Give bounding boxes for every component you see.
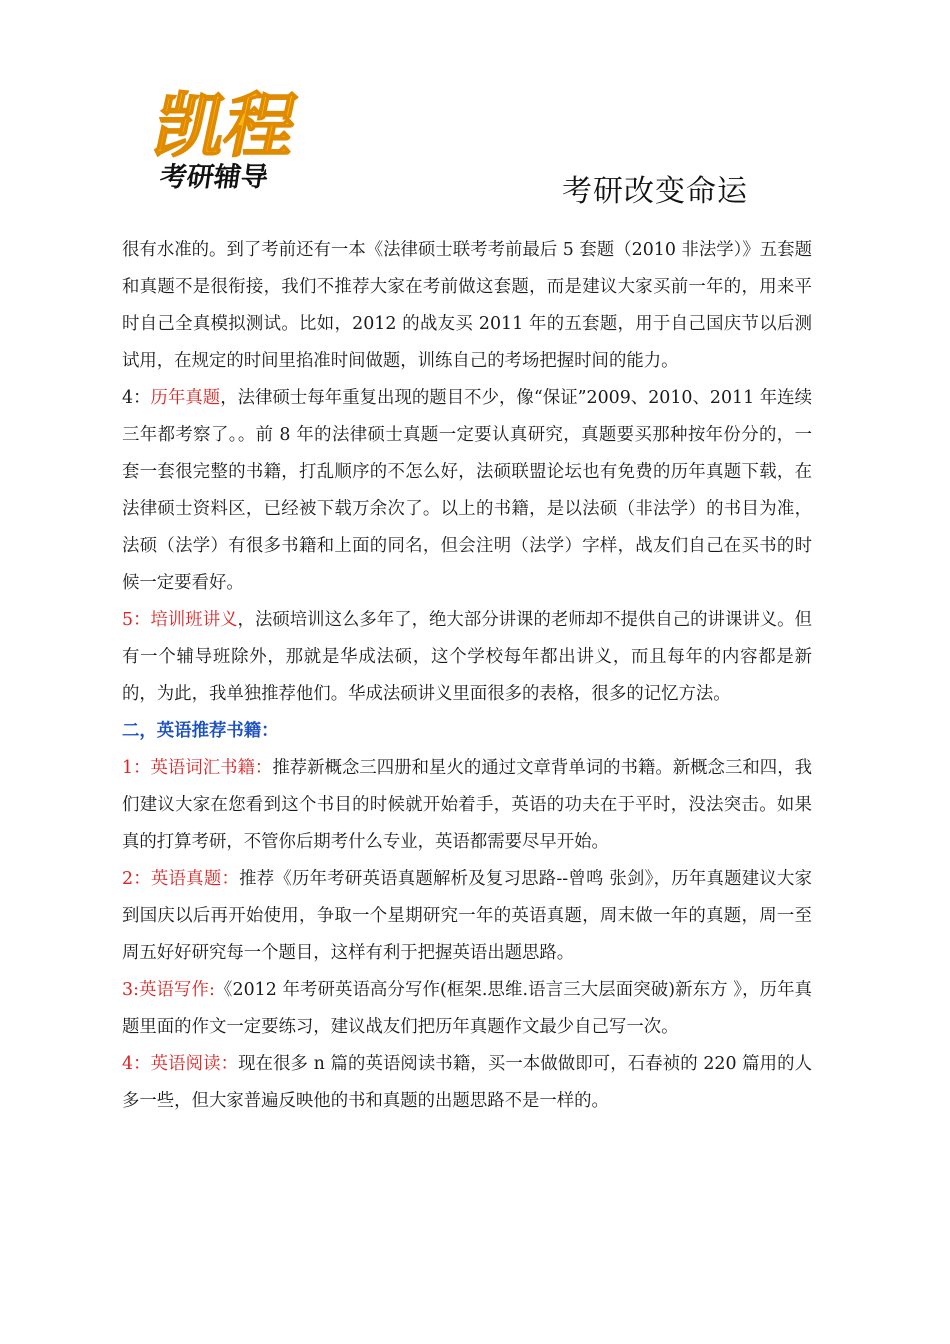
paragraph-label: 2：英语真题： (122, 869, 240, 889)
logo-subtitle: 考研辅导 (157, 162, 271, 193)
paragraph-label: 1：英语词汇书籍： (122, 758, 273, 778)
paragraph-7 (122, 1046, 812, 1120)
section-heading: 二，英语推荐书籍： (122, 721, 279, 741)
paragraph-label: 3:英语写作: (122, 980, 215, 1000)
paragraph-prefix: 4： (122, 388, 151, 408)
paragraph-label: 4：英语阅读： (122, 1054, 239, 1074)
paragraph-text: 推荐《历年考研英语真题解析及复习思路--曾鸣 张剑》，历年真题建议大家到国庆以后再开始使用，争取一个星期研究一年的英语真题，周末做一年的真题，周一至周五好好研究每一个题目，这样有利于把握英语出题思路。 (122, 869, 812, 963)
paragraph-label: 5：培训班讲义 (122, 610, 238, 630)
paragraph-text: 推荐新概念三四册和星火的通过文章背单词的书籍。新概念三和四，我们建议大家在您看到这个书目的时候就开始着手，英语的功夫在于平时，没法突击。如果真的打算考研，不管你后期考什么专业，英语都需要尽早开始。 (122, 758, 812, 852)
paragraph-label: 历年真题 (150, 388, 221, 408)
paragraph-text: 现在很多 n 篇的英语阅读书籍，买一本做做即可，石春祯的 220 篇用的人多一些，但大家普遍反映他的书和真题的出题思路不是一样的。 (122, 1054, 812, 1111)
paragraph-2 (122, 380, 812, 602)
kaicheng-logo-graphic (150, 78, 300, 193)
logo (150, 78, 300, 193)
paragraph-6 (122, 972, 812, 1046)
logo-mark-text: 凯程 (150, 84, 300, 167)
paragraph-text: ，法律硕士每年重复出现的题目不少，像“保证”2009、2010、2011 年连续三年都考察了。。前 8 年的法律硕士真题一定要认真研究，真题要买那种按年份分的，一套一套很完整的书籍，打乱顺序的不怎么好，法硕联盟论坛也有免费的历年真题下载，在法律硕士资料区，已经被下载万余次了。以上的书籍，是以法硕（非法学）的书目为准，法硕（法学）有很多书籍和上面的同名，但会注明（法学）字样，战友们自己在买书的时候一定要看好。 (122, 388, 812, 593)
paragraph-text: ，法硕培训这么多年了，绝大部分讲课的老师却不提供自己的讲课讲义。但有一个辅导班除外，那就是华成法硕，这个学校每年都出讲义，而且每年的内容都是新的，为此，我单独推荐他们。华成法硕讲义里面很多的表格，很多的记忆方法。 (122, 610, 812, 704)
paragraph-1 (122, 232, 812, 380)
paragraph-5 (122, 861, 812, 972)
paragraph-text: 《2012 年考研英语高分写作(框架.思维.语言三大层面突破)新东方 》，历年真题里面的作文一定要练习，建议战友们把历年真题作文最少自己写一次。 (122, 980, 812, 1037)
paragraph-3 (122, 602, 812, 713)
paragraph-4 (122, 750, 812, 861)
paragraph-text: 很有水准的。到了考前还有一本《法律硕士联考考前最后 5 套题（2010 非法学）》五套题和真题不是很衔接，我们不推荐大家在考前做这套题，而是建议大家买前一年的，用来平时自己全真模拟测试。比如，2012 的战友买 2011 年的五套题，用于自己国庆节以后测试用，在规定的时间里掐准时间做题，训练自己的考场把握时间的能力。 (122, 240, 812, 371)
document-body (122, 232, 812, 1120)
slogan: 考研改变命运 (562, 174, 748, 209)
